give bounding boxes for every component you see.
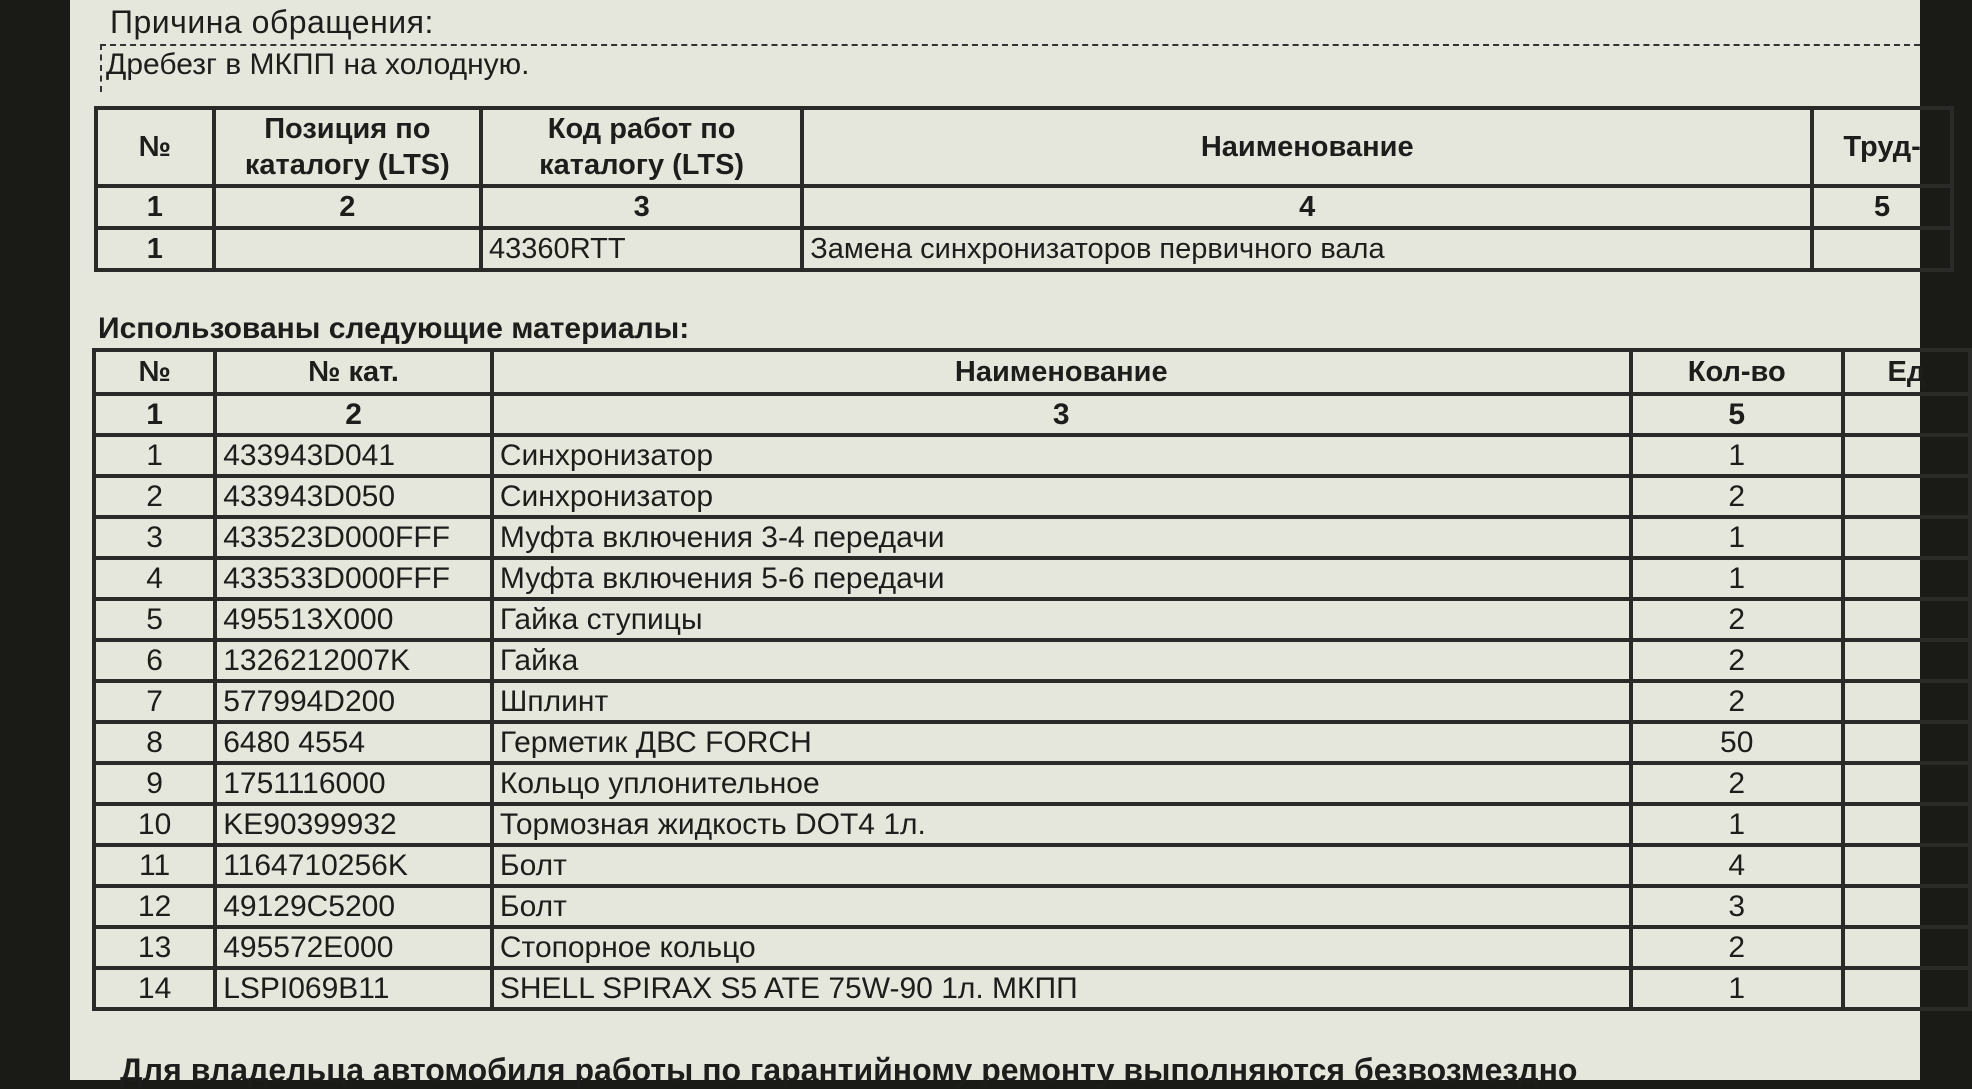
materials-header-unit: Ед [1843,350,1970,394]
materials-header-name: Наименование [492,350,1631,394]
reason-label: Причина обращения: [110,4,434,40]
works-numbering-cell: 5 [1812,186,1952,228]
materials-row-unit [1843,599,1970,640]
materials-row-name: Гайка [492,640,1631,681]
document-sheet [70,0,1926,1088]
materials-row [94,845,1970,886]
works-header-num: № [96,108,214,186]
materials-row-num: 12 [94,886,215,927]
materials-row-name: SHELL SPIRAX S5 ATE 75W-90 1л. МКПП [492,968,1631,1009]
materials-row [94,681,1970,722]
materials-row-num: 5 [94,599,215,640]
materials-row-qty: 1 [1631,804,1843,845]
materials-row-qty: 1 [1631,558,1843,599]
works-numbering-cell: 3 [481,186,802,228]
works-row-name: Замена синхронизаторов первичного вала [802,228,1812,270]
materials-table [92,348,1972,1011]
reason-value: Дребезг в МКПП на холодную. [106,48,530,81]
materials-row-qty: 2 [1631,763,1843,804]
works-header-code: Код работ по каталогу (LTS) [481,108,802,186]
materials-row-code: 433533D000FFF [215,558,492,599]
materials-row [94,763,1970,804]
works-numbering-cell: 2 [214,186,481,228]
materials-row-name: Гайка ступицы [492,599,1631,640]
materials-row-num: 3 [94,517,215,558]
materials-row-code: 1751116000 [215,763,492,804]
works-row-code: 43360RTT [481,228,802,270]
materials-row-code: 6480 4554 [215,722,492,763]
works-row [96,228,1952,270]
materials-row [94,435,1970,476]
materials-row-code: LSPI069B11 [215,968,492,1009]
materials-numbering-cell: 3 [492,394,1631,435]
works-table [94,106,1954,272]
materials-row-name: Стопорное кольцо [492,927,1631,968]
materials-row-num: 2 [94,476,215,517]
works-header-name: Наименование [802,108,1812,186]
materials-row-name: Тормозная жидкость DOT4 1л. [492,804,1631,845]
materials-row-num: 14 [94,968,215,1009]
materials-row-unit [1843,681,1970,722]
materials-row-qty: 2 [1631,476,1843,517]
materials-row-name: Муфта включения 5-6 передачи [492,558,1631,599]
materials-row-unit [1843,640,1970,681]
materials-row-num: 1 [94,435,215,476]
materials-row-unit [1843,804,1970,845]
works-header-row [96,108,1952,186]
materials-row [94,640,1970,681]
materials-numbering-cell: 2 [215,394,492,435]
materials-row-unit [1843,968,1970,1009]
works-header-labor: Труд- [1812,108,1952,186]
materials-row-name: Болт [492,886,1631,927]
works-header-position: Позиция по каталогу (LTS) [214,108,481,186]
materials-header-qty: Кол-во [1631,350,1843,394]
materials-row [94,558,1970,599]
materials-row-qty: 2 [1631,640,1843,681]
materials-row-code: 1164710256K [215,845,492,886]
materials-row-num: 8 [94,722,215,763]
materials-row-qty: 2 [1631,927,1843,968]
materials-row-qty: 3 [1631,886,1843,927]
materials-row-unit [1843,435,1970,476]
materials-row-name: Муфта включения 3-4 передачи [492,517,1631,558]
materials-row-num: 11 [94,845,215,886]
materials-row [94,804,1970,845]
materials-row-unit [1843,722,1970,763]
works-row-labor [1812,228,1952,270]
materials-row-qty: 50 [1631,722,1843,763]
materials-row-code: 577994D200 [215,681,492,722]
materials-row [94,476,1970,517]
materials-row-unit [1843,517,1970,558]
materials-numbering-cell: 5 [1631,394,1843,435]
materials-row-code: KE90399932 [215,804,492,845]
materials-row-qty: 4 [1631,845,1843,886]
materials-numbering-row [94,394,1970,435]
materials-row-name: Герметик ДВС FORCH [492,722,1631,763]
works-numbering-cell: 4 [802,186,1812,228]
materials-row-code: 433943D050 [215,476,492,517]
materials-row-name: Кольцо уплонительное [492,763,1631,804]
materials-row-unit [1843,558,1970,599]
materials-row-name: Болт [492,845,1631,886]
materials-row-num: 4 [94,558,215,599]
materials-body [94,435,1970,1009]
materials-row [94,968,1970,1009]
materials-row-qty: 1 [1631,968,1843,1009]
materials-header-row [94,350,1970,394]
footer-text: Для владельца автомобиля работы по гарантийному ремонту выполняются безвозмездно [120,1052,1578,1088]
materials-row-name: Синхронизатор [492,476,1631,517]
materials-row-code: 1326212007K [215,640,492,681]
materials-row-code: 495513X000 [215,599,492,640]
materials-row-qty: 2 [1631,599,1843,640]
materials-row-num: 10 [94,804,215,845]
materials-row-code: 433523D000FFF [215,517,492,558]
materials-row [94,886,1970,927]
materials-row-unit [1843,845,1970,886]
materials-row [94,722,1970,763]
materials-row-num: 9 [94,763,215,804]
materials-row-code: 433943D041 [215,435,492,476]
materials-row-code: 495572E000 [215,927,492,968]
materials-header-num: № [94,350,215,394]
works-numbering-row [96,186,1952,228]
materials-row-code: 49129C5200 [215,886,492,927]
materials-row-name: Синхронизатор [492,435,1631,476]
materials-row [94,927,1970,968]
works-numbering-cell: 1 [96,186,214,228]
works-row-position [214,228,481,270]
materials-row [94,517,1970,558]
materials-row-num: 6 [94,640,215,681]
materials-row-unit [1843,763,1970,804]
materials-title: Использованы следующие материалы: [98,312,690,345]
materials-row-unit [1843,927,1970,968]
materials-header-code: № кат. [215,350,492,394]
materials-row-unit [1843,886,1970,927]
materials-row [94,599,1970,640]
materials-numbering-cell [1843,394,1970,435]
materials-row-num: 7 [94,681,215,722]
materials-row-qty: 2 [1631,681,1843,722]
works-row-num: 1 [96,228,214,270]
materials-row-qty: 1 [1631,517,1843,558]
materials-numbering-cell: 1 [94,394,215,435]
materials-row-unit [1843,476,1970,517]
materials-row-name: Шплинт [492,681,1631,722]
materials-row-num: 13 [94,927,215,968]
materials-row-qty: 1 [1631,435,1843,476]
